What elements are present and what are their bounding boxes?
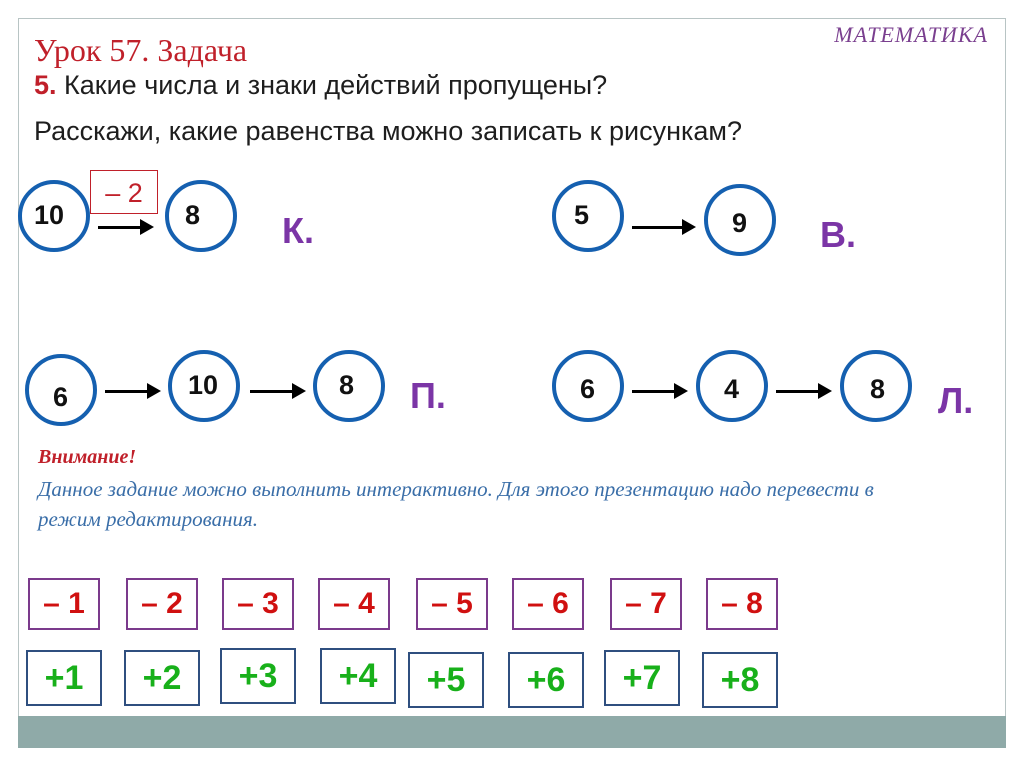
plus-5-tile[interactable]: +5 (408, 652, 484, 708)
circle-v-1 (552, 180, 624, 252)
arrow-v-1 (632, 226, 692, 229)
task-question-2: Расскажи, какие равенства можно записать к рисункам? (34, 116, 742, 146)
arrow-l-1 (632, 390, 684, 393)
task-number: 5. (34, 70, 57, 100)
letter-v: В. (820, 214, 856, 255)
letter-k: К. (282, 210, 314, 251)
arrow-p-2 (250, 390, 302, 393)
circle-k-2 (165, 180, 237, 252)
minus-7-tile[interactable]: – 7 (610, 578, 682, 630)
minus-8-tile[interactable]: – 8 (706, 578, 778, 630)
circle-value: 4 (724, 374, 740, 404)
circle-v-2 (704, 184, 776, 256)
minus-3-tile[interactable]: – 3 (222, 578, 294, 630)
plus-6-tile[interactable]: +6 (508, 652, 584, 708)
attention-text: Данное задание можно выполнить интерактивно. Для этого презентацию надо перевести в режим редактирования. (38, 477, 874, 531)
circle-value: 5 (574, 200, 590, 230)
plus-8-tile[interactable]: +8 (702, 652, 778, 708)
circle-value: 8 (185, 200, 201, 230)
circle-l-3 (840, 350, 912, 422)
minus-5-tile[interactable]: – 5 (416, 578, 488, 630)
circle-l-2 (696, 350, 768, 422)
circle-l-1 (552, 350, 624, 422)
circle-value: 6 (580, 374, 596, 404)
minus-1-tile[interactable]: – 1 (28, 578, 100, 630)
circle-value: 10 (188, 370, 219, 400)
plus-3-tile[interactable]: +3 (220, 648, 296, 704)
circle-value: 8 (870, 374, 886, 404)
circle-value: 8 (339, 370, 355, 400)
task-question (34, 70, 607, 101)
lesson-title: Урок 57. Задача (34, 32, 248, 68)
circle-value: 9 (732, 208, 748, 238)
circle-p-3 (313, 350, 385, 422)
footer-bar (18, 716, 1006, 748)
circle-value: 6 (53, 382, 69, 412)
plus-2-tile[interactable]: +2 (124, 650, 200, 706)
minus-6-tile[interactable]: – 6 (512, 578, 584, 630)
placed-operation-k[interactable]: – 2 (90, 170, 158, 214)
plus-4-tile[interactable]: +4 (320, 648, 396, 704)
subject-label: МАТЕМАТИКА (834, 22, 988, 47)
minus-2-tile[interactable]: – 2 (126, 578, 198, 630)
circle-value: 10 (34, 200, 65, 230)
plus-7-tile[interactable]: +7 (604, 650, 680, 706)
attention-heading: Внимание! (38, 446, 137, 468)
letter-l: Л. (938, 380, 974, 421)
minus-4-tile[interactable]: – 4 (318, 578, 390, 630)
arrow-p-1 (105, 390, 157, 393)
arrow-k-1 (98, 226, 150, 229)
letter-p: П. (410, 375, 446, 416)
circle-p-2 (168, 350, 240, 422)
task-text: Какие числа и знаки действий пропущены? (64, 70, 608, 100)
arrow-l-2 (776, 390, 828, 393)
circle-k-1 (18, 180, 90, 252)
circle-p-1 (25, 354, 97, 426)
plus-1-tile[interactable]: +1 (26, 650, 102, 706)
